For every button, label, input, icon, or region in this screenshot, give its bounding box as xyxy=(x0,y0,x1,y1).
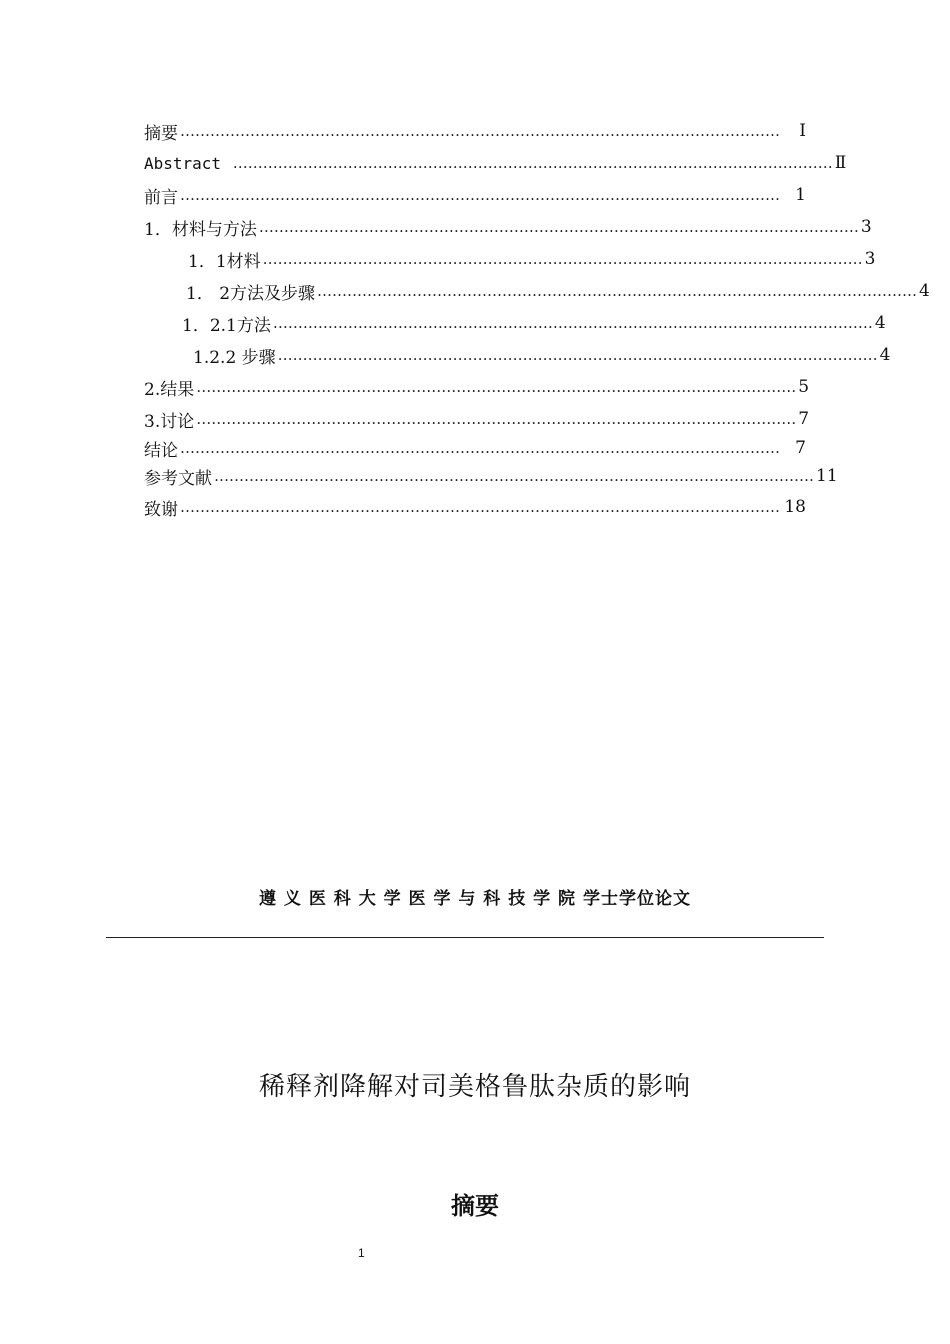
dot-leader: ………………………………………………………………………………………………………… xyxy=(258,218,859,236)
toc-entry-label: Abstract xyxy=(144,153,231,173)
toc-entry-label: 3.讨论 xyxy=(144,411,195,432)
toc-entry-acknowledgements[interactable] xyxy=(0,493,806,521)
toc-entry-label: 1.2.2 步骤 xyxy=(193,347,276,368)
toc-entry-label: 2.结果 xyxy=(144,379,195,400)
toc-entry-references[interactable] xyxy=(0,462,838,490)
toc-entry-methods-steps[interactable] xyxy=(0,277,930,305)
toc-entry-label: 结论 xyxy=(144,440,178,461)
toc-entry-page: 3 xyxy=(864,249,876,269)
toc-entry-label: 1．材料与方法 xyxy=(144,219,257,240)
toc-entry-conclusion[interactable] xyxy=(0,434,806,462)
header-rule xyxy=(106,937,824,938)
toc-entry-label: 1． 2方法及步骤 xyxy=(186,283,316,304)
toc-entry-methods[interactable] xyxy=(0,309,886,337)
toc-entry-page: 18 xyxy=(784,497,806,517)
dot-leader: ………………………………………………………………………………………………………… xyxy=(180,439,780,457)
toc-entry-page: 7 xyxy=(798,409,810,429)
toc-entry-page: Ⅱ xyxy=(834,153,847,173)
dot-leader: ………………………………………………………………………………………………………… xyxy=(180,186,780,204)
toc-entry-label: 1．2.1方法 xyxy=(182,315,271,336)
toc-entry-abstract-en[interactable] xyxy=(0,149,847,177)
toc-entry-label: 致谢 xyxy=(144,499,178,520)
abstract-heading: 摘要 xyxy=(451,1192,499,1220)
dot-leader: ………………………………………………………………………………………………………… xyxy=(196,378,797,396)
toc-entry-page: 4 xyxy=(919,281,930,301)
page-number: 1 xyxy=(358,1246,365,1260)
toc-entry-preface[interactable] xyxy=(0,181,806,209)
dot-leader: ………………………………………………………………………………………………………… xyxy=(272,314,873,332)
toc-entry-label: 摘要 xyxy=(144,123,178,144)
toc-entry-materials-methods[interactable] xyxy=(0,213,872,241)
thesis-title: 稀释剂降解对司美格鲁肽杂质的影响 xyxy=(258,1072,691,1102)
dot-leader: ………………………………………………………………………………………………………… xyxy=(232,154,833,172)
toc-entry-results[interactable] xyxy=(0,373,810,401)
toc-entry-label: 前言 xyxy=(144,187,178,208)
table-of-contents xyxy=(0,0,950,540)
toc-entry-page: Ⅰ xyxy=(799,121,806,141)
toc-entry-page: 7 xyxy=(795,438,806,458)
toc-entry-materials[interactable] xyxy=(0,245,876,273)
toc-entry-page: 4 xyxy=(874,313,886,333)
toc-entry-page: 4 xyxy=(879,345,891,365)
running-header: 遵 义 医 科 大 学 医 学 与 科 技 学 院 学士学位论文 xyxy=(259,889,691,909)
dot-leader: ………………………………………………………………………………………………………… xyxy=(214,467,814,485)
toc-entry-steps[interactable] xyxy=(0,341,891,369)
toc-entry-discussion[interactable] xyxy=(0,405,810,433)
dot-leader: ………………………………………………………………………………………………………… xyxy=(180,498,780,516)
toc-entry-page: 5 xyxy=(798,377,810,397)
toc-entry-label: 参考文献 xyxy=(144,468,212,489)
dot-leader: ………………………………………………………………………………………………………… xyxy=(317,282,918,300)
toc-entry-page: 11 xyxy=(816,466,838,486)
toc-entry-page: 3 xyxy=(860,217,872,237)
dot-leader: ………………………………………………………………………………………………………… xyxy=(262,250,863,268)
dot-leader: ………………………………………………………………………………………………………… xyxy=(180,122,780,140)
toc-entry-label: 1．1材料 xyxy=(188,251,261,272)
toc-entry-page: 1 xyxy=(795,185,806,205)
dot-leader: ………………………………………………………………………………………………………… xyxy=(196,410,797,428)
dot-leader: ………………………………………………………………………………………………………… xyxy=(277,346,878,364)
toc-entry-abstract-cn[interactable] xyxy=(0,117,806,145)
